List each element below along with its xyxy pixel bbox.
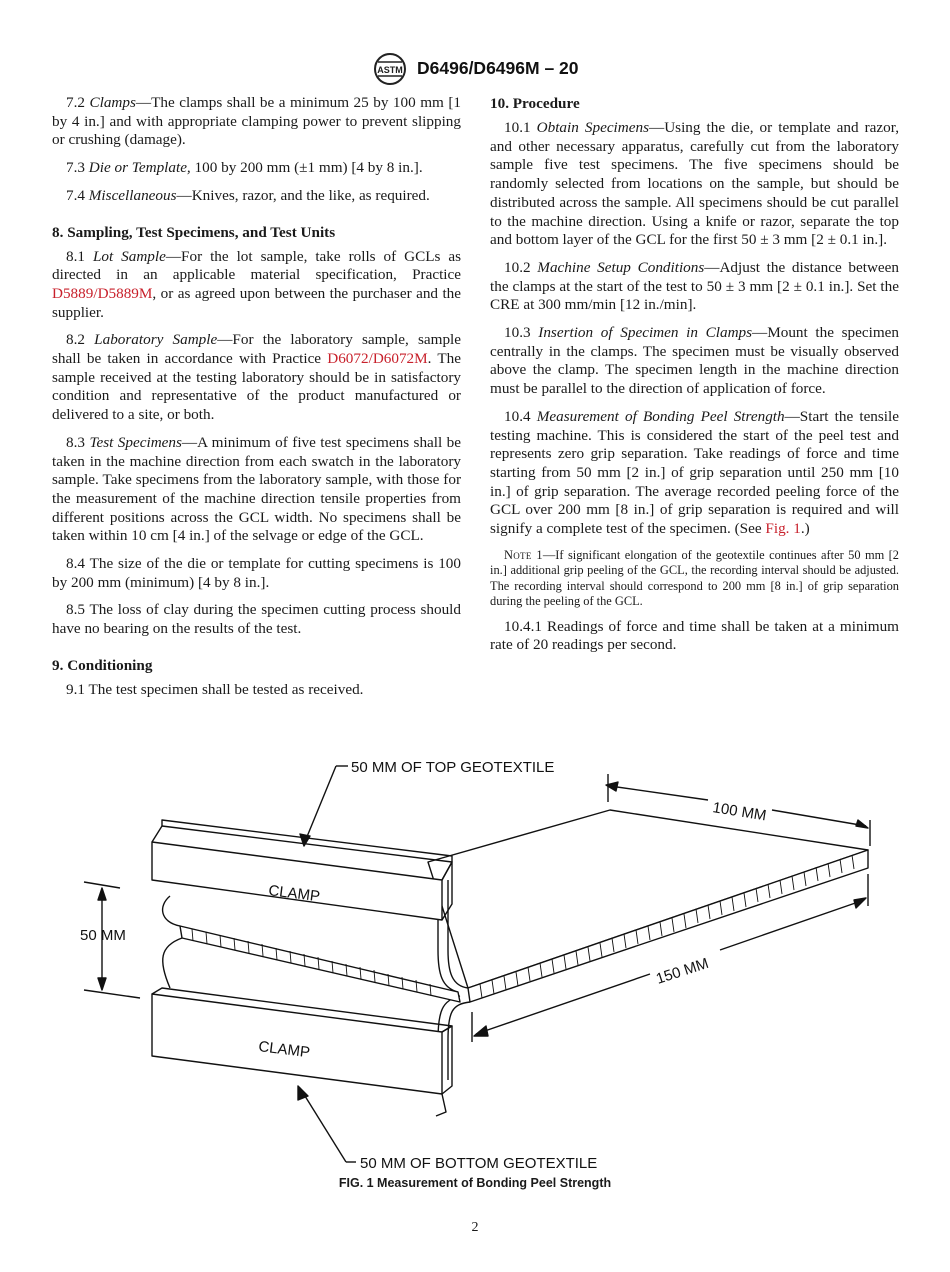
section-9-1: 9.1 The test specimen shall be tested as received.: [66, 680, 364, 698]
left-column: [52, 94, 461, 709]
fig-1-link[interactable]: Fig. 1: [765, 520, 801, 538]
svg-text:ASTM: ASTM: [377, 65, 403, 75]
specimen-top-surface: [428, 810, 868, 988]
section-7-4: 7.4 Miscellaneous—Knives, razor, and the like, as required.: [66, 186, 430, 204]
dimension-150mm-label: 150 MM: [653, 954, 711, 988]
peel-strength-figure: [60, 750, 890, 1170]
d5889-link[interactable]: D5889/D5889M: [52, 284, 153, 302]
note-1: Note 1—If significant elongation of the geotextile continues after 50 mm [2 in.] additional grip peeling of the GCL, the recording interval should be adjusted. The recording interval should correspond to 200 mm [8 in.] of grip separation during the peeling of the GCL.: [490, 547, 899, 609]
section-10-2: 10.2 Machine Setup Conditions—Adjust the distance between the clamps at the start of the test to 50 ± 3 mm [2 ± 0.1 in.]. Set the CRE at 300 mm/min [12 in./min].: [490, 258, 900, 314]
section-10-1: 10.1 Obtain Specimens—Using the die, or template and razor, and other necessary apparatus, carefully cut from the laboratory sample five test specimens. The five specimens should be randomly selected from locations on the sample, but should be distributed across the sample. All specimens should be cut parallel to the machine direction. Using a knife or razor, separate the top and bottom layer of the GCL for the first 50 ± 3 mm [2 ± 0.1 in.].: [490, 119, 899, 249]
top-clamp: [152, 842, 442, 920]
figure-caption: FIG. 1 Measurement of Bonding Peel Strength: [338, 1176, 612, 1190]
section-7-2: 7.2 Clamps—The clamps shall be a minimum 25 by 100 mm [1 by 4 in.] and with appropriate clamping power to prevent slipping or crushing (damage).: [52, 94, 461, 149]
top-clamp-label: CLAMP: [267, 882, 321, 906]
page-number: 2: [471, 1220, 479, 1235]
section-8-heading: 8. Sampling, Test Specimens, and Test Units: [52, 223, 336, 241]
page-header: [0, 52, 950, 86]
section-8-3: 8.3 Test Specimens—A minimum of five test specimens shall be taken in the machine direction from each swatch in the laboratory sample. Take specimens from the laboratory sample, with those for the measurement of the machine direction tensile properties from different positions across the GCL width. No specimens shall be taken within 10 cm [4 in.] of the selvage or edge of the GCL.: [52, 433, 462, 545]
section-9-heading: 9. Conditioning: [52, 656, 153, 674]
section-8-2: 8.2 Laboratory Sample—For the laboratory sample, sample shall be taken in accordance with Practice D6072/D6072M. The sample received at the testing laboratory should be in satisfactory condition and representative of the product manufactured or delivered to a site, or both.: [52, 331, 461, 424]
section-8-4: 8.4 The size of the die or template for cutting specimens is 100 by 200 mm (minimum) [4 by 8 in.].: [52, 555, 461, 591]
astm-logo-icon: [370, 52, 410, 86]
dimension-100mm-label: 100 MM: [711, 799, 768, 825]
dimension-50mm-label: 50 MM: [80, 927, 126, 944]
section-8-5: 8.5 The loss of clay during the specimen cutting process should have no bearing on the results of the test.: [52, 601, 461, 638]
section-7-3: 7.3 Die or Template, 100 by 200 mm (±1 mm) [4 by 8 in.].: [66, 159, 423, 177]
document-id: D6496/D6496M – 20: [417, 58, 579, 78]
section-8-1: 8.1 Lot Sample—For the lot sample, take rolls of GCLs as directed in an applicable material specification, Practice D5889/D5889M, or as agreed upon between the purchaser and the supplier.: [52, 247, 461, 321]
top-geotextile-label: 50 MM OF TOP GEOTEXTILE: [351, 759, 555, 776]
section-10-3: 10.3 Insertion of Specimen in Clamps—Mount the specimen centrally in the clamps. The specimen must be visually observed above the clamp. The specimen length in the machine direction must be parallel to the direction of application of force.: [490, 324, 899, 398]
right-column: [490, 94, 899, 664]
section-10-4-1: 10.4.1 Readings of force and time shall be taken at a minimum rate of 20 readings per second.: [490, 617, 899, 654]
section-10-4: 10.4 Measurement of Bonding Peel Strength—Start the tensile testing machine. This is considered the start of the peel test and represents zero grip separation. Take readings of force and time starting from 50 mm [2 in.] of grip separation until 250 mm [10 in.] of grip separation. The average recorded peeling force of the GCL over 200 mm [8 in.] of grip separation is required and will signify a complete test of the specimen. (See Fig. 1.): [490, 407, 899, 538]
d6072-link[interactable]: D6072/D6072M: [327, 350, 428, 368]
section-10-heading: 10. Procedure: [490, 95, 580, 112]
bottom-geotextile-label: 50 MM OF BOTTOM GEOTEXTILE: [360, 1155, 598, 1170]
bottom-clamp-label: CLAMP: [257, 1038, 311, 1062]
